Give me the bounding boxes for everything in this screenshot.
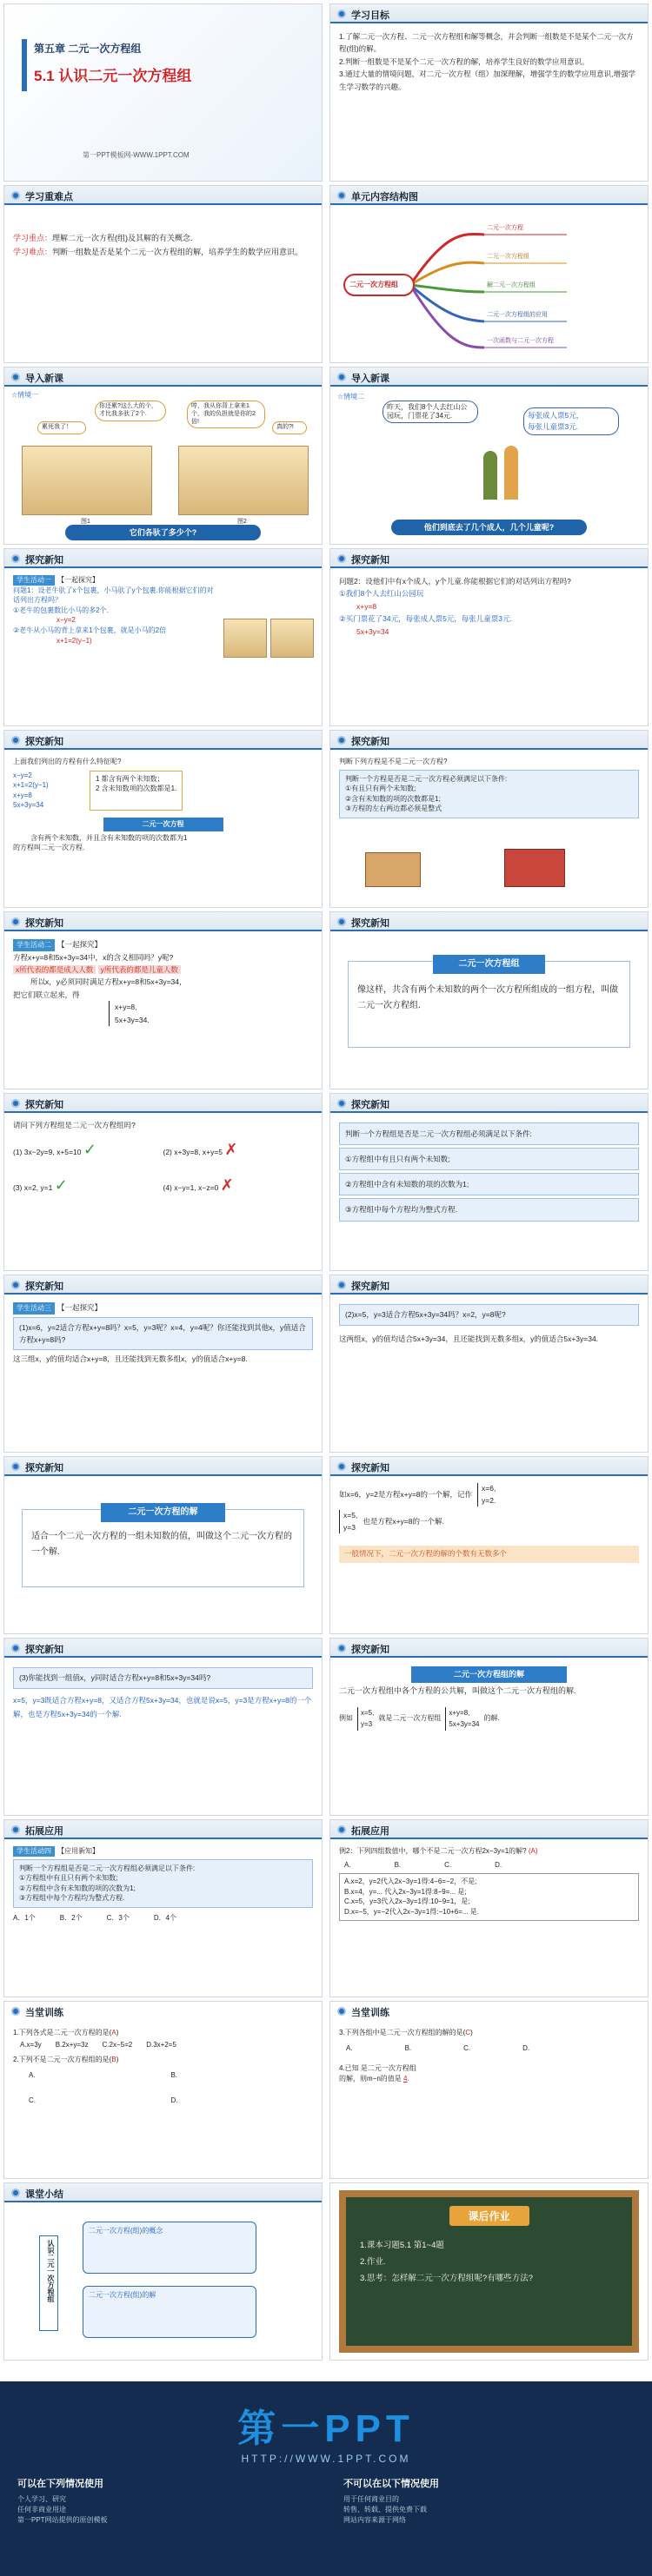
question-text: 问题1：设老牛驮了x个包裹，小马驮了y个包裹.你能根据它们的对话列出方程吗？ bbox=[13, 586, 214, 605]
concept-bar: 二元一次方程 bbox=[103, 818, 223, 831]
condition-item: ①有且只有两个未知数; bbox=[345, 785, 416, 793]
slide-header bbox=[4, 1639, 322, 1658]
solution-value: y=3 bbox=[343, 1522, 356, 1532]
slide-title-text: 探究新知 bbox=[25, 918, 63, 929]
slide-intro-2[interactable] bbox=[329, 367, 649, 545]
activity-tag: 学生活动三 bbox=[13, 1302, 55, 1314]
equation: x−y=2 bbox=[13, 771, 32, 779]
column-line: 转售、转载、提供免费下载 bbox=[343, 2505, 427, 2513]
explain-text: x=5，y=3既适合方程x+y=8，又适合方程5x+3y=34，也就是说x=5，y=3是方程x+y=8的一个解，也是方程5x+3y=34的一个解. bbox=[13, 1696, 312, 1718]
example-text: 如x=6，y=2是方程x+y=8的一个解，记作 bbox=[339, 1489, 473, 1499]
brand-logo bbox=[200, 2397, 452, 2465]
conditions-title: 判断一个方程组是否是二元一次方程组必须满足以下条件: bbox=[339, 1122, 639, 1145]
conditions-box bbox=[13, 1859, 313, 1908]
solution-line: B.x=4，y=... 代入2x−3y=1得:8−9=... 是; bbox=[344, 1887, 467, 1896]
equation: x+1=2(y−1) bbox=[13, 781, 49, 790]
slide-header bbox=[330, 1820, 648, 1839]
slide-system-def[interactable] bbox=[329, 911, 649, 1089]
choice-option[interactable]: B. bbox=[404, 2043, 412, 2052]
slide-activity-2[interactable] bbox=[3, 911, 323, 1089]
activity-subtitle: 【应用新知】 bbox=[57, 1847, 99, 1855]
slide-homework[interactable] bbox=[329, 2182, 649, 2361]
choice-option[interactable]: A. bbox=[346, 2043, 353, 2052]
mind-branch: 一次函数与二元一次方程 bbox=[487, 338, 554, 344]
slide-practice-2[interactable] bbox=[329, 2001, 649, 2179]
slide-explore-q2b[interactable] bbox=[329, 1275, 649, 1453]
slide-system-conditions[interactable] bbox=[329, 1093, 649, 1271]
header-dot-icon bbox=[337, 373, 346, 381]
slide-explore-q2[interactable] bbox=[329, 548, 649, 726]
definition-text: 含有两个未知数，并且含有未知数的项的次数都为1 bbox=[30, 833, 188, 842]
person-figure bbox=[504, 446, 518, 500]
choice-option[interactable]: A. bbox=[344, 1860, 351, 1869]
chapter-title: 第五章 二元一次方程组 bbox=[34, 43, 142, 55]
hard-text: 判断一组数是否是某个二元一次方程组的解，培养学生的数学应用意识。 bbox=[52, 248, 303, 257]
header-dot-icon bbox=[337, 1099, 346, 1108]
slide-header bbox=[4, 2183, 322, 2202]
scene-label: ☆情境一 bbox=[11, 391, 39, 399]
solution-value: y=3 bbox=[361, 1720, 373, 1729]
question-text: 请问下列方程组是二元一次方程组吗? bbox=[13, 1121, 136, 1129]
choice-option[interactable]: B.2x+y=3z bbox=[55, 2040, 89, 2049]
slide-header bbox=[4, 1275, 322, 1295]
slide-extension-2[interactable] bbox=[329, 1819, 649, 1997]
definition-text: 的方程叫二元一次方程. bbox=[13, 844, 85, 852]
equation: x+y=8, bbox=[115, 1003, 137, 1012]
question-text: ) bbox=[116, 2056, 119, 2064]
definition-text: 像这样，共含有两个未知数的两个一次方程所组成的一组方程，叫做二元一次方程组. bbox=[357, 985, 618, 1010]
column-line: 第一PPT网站提供的原创模板 bbox=[17, 2515, 108, 2524]
slide-header bbox=[330, 731, 648, 750]
header-dot-icon bbox=[337, 1644, 346, 1652]
example-label: 例如 bbox=[339, 1714, 353, 1723]
house-illustration bbox=[504, 849, 565, 887]
header-dot-icon bbox=[11, 1462, 20, 1471]
column-line: 网站内容来源于网络 bbox=[343, 2515, 406, 2524]
choice-option[interactable]: D. bbox=[170, 2096, 178, 2105]
slide-header bbox=[4, 912, 322, 931]
speech-bubble: 哼，我从你背上拿来1个，我的负担就是你的2倍! bbox=[187, 401, 265, 428]
slide-title-text: 当堂训练 bbox=[351, 2008, 389, 2018]
choice-option[interactable]: D. bbox=[522, 2043, 530, 2052]
slide-header bbox=[330, 1639, 648, 1658]
conditions-title: 判断一个方程是否是二元一次方程必须满足以下条件: bbox=[345, 774, 508, 783]
question-text: 3.下列各组中是二元一次方程组 bbox=[339, 2029, 436, 2036]
hint-text: y所代表的都是儿童人数 bbox=[98, 965, 181, 974]
column-line: 任何非商业用途 bbox=[17, 2505, 66, 2513]
header-dot-icon bbox=[337, 191, 346, 200]
feature-item: 2 含未知数项的次数都是1. bbox=[96, 785, 177, 793]
slide-judge-systems[interactable] bbox=[3, 1093, 323, 1271]
key-text: 理解二元一次方程(组)及其解的有关概念. bbox=[52, 234, 193, 242]
solution-line: C.x=5，y=3代入2x−3y=1得:10−9=1，是; bbox=[344, 1897, 470, 1906]
choice-option[interactable]: D. bbox=[495, 1860, 502, 1869]
homework-item: 3.思考：怎样解二元一次方程组呢?有哪些方法? bbox=[360, 2274, 533, 2283]
example-text: 就是二元一次方程组 bbox=[378, 1714, 442, 1723]
activity-tag: 学生活动二 bbox=[13, 939, 55, 951]
question-text: ) bbox=[470, 2029, 473, 2036]
equation: 5x+3y=34 bbox=[13, 801, 44, 810]
explain-text: 这三组x，y的值均适合x+y=8，且还能找到无数多组x，y的值适合x+y=8. bbox=[13, 1354, 248, 1364]
slide-title-text: 当堂训练 bbox=[25, 2008, 63, 2018]
brand-name: 第一PPT bbox=[237, 2407, 415, 2450]
activity-subtitle: 【一起探究】 bbox=[57, 576, 99, 584]
cross-icon: ✗ bbox=[224, 1140, 238, 1158]
header-dot-icon bbox=[11, 1644, 20, 1652]
explain-text: 所以x，y必须同时满足方程x+y=8和5x+3y=34， bbox=[30, 977, 187, 987]
choice-option[interactable]: C. bbox=[29, 2096, 36, 2105]
person-figure bbox=[483, 451, 497, 500]
slide-title-text: 拓展应用 bbox=[351, 1826, 389, 1837]
check-icon: ✓ bbox=[83, 1140, 96, 1158]
slide-header bbox=[4, 731, 322, 750]
feature-box bbox=[90, 771, 183, 811]
slide-header bbox=[4, 1820, 322, 1839]
slide-judge-equation[interactable] bbox=[329, 730, 649, 908]
choice-option[interactable]: C．3个 bbox=[106, 1913, 130, 1922]
question-banner: 它们各驮了多少个? bbox=[65, 525, 261, 540]
slide-header bbox=[4, 368, 322, 387]
slide-header bbox=[330, 2002, 648, 2021]
slide-header bbox=[330, 549, 648, 568]
option: (3) x=2, y=1 bbox=[13, 1182, 53, 1192]
slide-features[interactable] bbox=[3, 730, 323, 908]
equation-list bbox=[13, 771, 83, 811]
equation: x−y=2 bbox=[57, 616, 76, 625]
equation: x+y=8, bbox=[449, 1708, 470, 1717]
equation: 5x+3y=34. bbox=[115, 1015, 150, 1024]
question-text: 2.下列不是二元一次方程组的是( bbox=[13, 2056, 112, 2064]
slide-title-text: 拓展应用 bbox=[25, 1826, 63, 1837]
slide-title-text: 探究新知 bbox=[25, 1100, 63, 1110]
header-dot-icon bbox=[337, 1825, 346, 1834]
lesson-title: 5.1 认识二元一次方程组 bbox=[34, 68, 192, 84]
activity-tag: 学生活动一 bbox=[13, 575, 55, 586]
slide-header bbox=[330, 1457, 648, 1476]
equation: x+1=2(y−1) bbox=[57, 636, 92, 645]
header-dot-icon bbox=[11, 736, 20, 745]
slide-title-text: 学习目标 bbox=[351, 10, 389, 21]
slide-title-text: 探究新知 bbox=[25, 1645, 63, 1655]
disallowed-use-column bbox=[343, 2477, 630, 2526]
slide-title-text: 探究新知 bbox=[25, 555, 63, 566]
equation: x+y=8 bbox=[13, 791, 32, 799]
mind-branch: 二元一次方程组的应用 bbox=[487, 312, 548, 318]
activity-tag: 学生活动四 bbox=[13, 1846, 55, 1857]
answer-line: ①我们8个人去红山公园玩 bbox=[339, 589, 424, 599]
definition-box bbox=[348, 961, 630, 1048]
header-dot-icon bbox=[337, 1281, 346, 1289]
definition-text: 二元一次方程组中各个方程的公共解，叫做这个二元一次方程组的解. bbox=[339, 1686, 576, 1696]
option: (1) 3x−2y=9, x+5=10 bbox=[13, 1147, 82, 1156]
equation-system bbox=[109, 1001, 313, 1026]
choice-option[interactable]: A．1个 bbox=[13, 1913, 36, 1922]
check-icon: ✓ bbox=[54, 1175, 68, 1194]
slide-header bbox=[4, 1457, 322, 1476]
child-price: 每张儿童票3元. bbox=[528, 421, 579, 431]
slide-header bbox=[330, 1275, 648, 1295]
price-bubble bbox=[523, 407, 619, 435]
choice-option[interactable]: C. bbox=[463, 2043, 471, 2052]
slide-header bbox=[4, 186, 322, 205]
header-dot-icon bbox=[337, 917, 346, 926]
accent-bar bbox=[22, 39, 27, 91]
choice-option[interactable]: C.2x−5=2 bbox=[102, 2040, 133, 2049]
camel-image bbox=[223, 619, 267, 658]
slide-title-text: 导入新课 bbox=[351, 374, 389, 384]
camel-image-1 bbox=[22, 446, 152, 515]
slide-solution-example[interactable] bbox=[329, 1456, 649, 1634]
slide-title-text: 探究新知 bbox=[25, 1281, 63, 1292]
header-dot-icon bbox=[337, 10, 346, 18]
slide-title-text: 探究新知 bbox=[351, 918, 389, 929]
header-dot-icon bbox=[11, 1099, 20, 1108]
header-dot-icon bbox=[337, 1462, 346, 1471]
condition-item: ①方程组中有且只有两个未知数; bbox=[339, 1148, 639, 1170]
answer-line: ②老牛从小马的背上拿来1个包裹，就是小马的2倍 bbox=[13, 626, 167, 634]
option: (4) x−y=1, x−z=0 bbox=[163, 1182, 219, 1192]
slide-common-solution[interactable] bbox=[3, 1638, 323, 1816]
slide-title-text: 探究新知 bbox=[351, 737, 389, 747]
question-text: 1.下列各式是二元一次方程的是( bbox=[13, 2029, 112, 2036]
solution-value: x=5, bbox=[343, 1511, 358, 1520]
question-text: 问题2：设他们中有x个成人，y个儿童.你能根据它们的对话列出方程吗? bbox=[339, 577, 571, 586]
slide-intro-1[interactable] bbox=[3, 367, 323, 545]
slide-header bbox=[330, 1094, 648, 1113]
key-label: 学习重点： bbox=[13, 234, 53, 242]
solution-pair bbox=[357, 1707, 374, 1731]
equation: x+y=8 bbox=[356, 601, 377, 611]
header-dot-icon bbox=[11, 2189, 20, 2197]
slide-extension-1[interactable] bbox=[3, 1819, 323, 1997]
question-box: (2)x=5，y=3适合方程5x+3y=34吗？x=2，y=8呢? bbox=[339, 1304, 639, 1326]
template-credit: 第一PPT模板网-WWW.1PPT.COM bbox=[83, 151, 190, 159]
slide-title-text: 单元内容结构图 bbox=[351, 192, 418, 202]
slide-system-solution-def[interactable] bbox=[329, 1638, 649, 1816]
solution-value: x=5, bbox=[361, 1708, 375, 1717]
header-dot-icon bbox=[11, 1825, 20, 1834]
header-dot-icon bbox=[337, 736, 346, 745]
mind-branch: 解二元一次方程组 bbox=[487, 282, 536, 288]
slide-header bbox=[4, 1094, 322, 1113]
option: (2) x+3y=8, x+y=5 bbox=[163, 1147, 223, 1156]
house-illustration bbox=[365, 852, 421, 887]
slide-header bbox=[330, 912, 648, 931]
site-footer bbox=[0, 2381, 652, 2576]
equation: 5x+3y=34 bbox=[449, 1720, 480, 1729]
allowed-use-column bbox=[17, 2477, 304, 2526]
solution-value: x=6, bbox=[482, 1484, 496, 1493]
hint-text: x所代表的都是成人人数 bbox=[13, 965, 96, 974]
column-line: 用于任何商业目的 bbox=[343, 2494, 399, 2503]
slide-title-text: 探究新知 bbox=[351, 1281, 389, 1292]
example-text: 也是方程x+y=8的一个解. bbox=[363, 1516, 444, 1526]
concept-bar: 二元一次方程组 bbox=[433, 955, 545, 974]
hard-label: 学习难点： bbox=[13, 248, 53, 257]
mind-branch: 二元一次方程组 bbox=[487, 254, 529, 260]
goal-item: 3.通过大量的情境问题，对二元一次方程（组）加深理解，增强学生的数学应用意识,增强学生学习数学的兴趣。 bbox=[339, 70, 635, 91]
solution-pair bbox=[339, 1510, 357, 1533]
answer: 4 bbox=[403, 2074, 408, 2083]
condition-item: ②含有未知数的项的次数都是1; bbox=[345, 794, 441, 803]
question-text: 方程x+y=8和5x+3y=34中，x的含义相同吗？y呢? bbox=[13, 952, 174, 962]
condition-item: ③方程的左右两边都必须是整式 bbox=[345, 805, 442, 813]
summary-box: 二元一次方程(组)的解 bbox=[83, 2286, 256, 2338]
slide-title-text: 探究新知 bbox=[351, 555, 389, 566]
question-text: 例2：下列四组数值中，哪个不是二元一次方程2x−3y=1的解? bbox=[339, 1847, 527, 1855]
mind-branch: 二元一次方程 bbox=[487, 225, 523, 231]
slide-title-text: 导入新课 bbox=[25, 374, 63, 384]
slide-practice-1[interactable] bbox=[3, 2001, 323, 2179]
slide-title-text: 探究新知 bbox=[351, 1645, 389, 1655]
adult-price: 每张成人票5元， bbox=[528, 411, 584, 420]
question-text: 的解的是( bbox=[435, 2029, 466, 2036]
summary-box: 二元一次方程(组)的概念 bbox=[83, 2222, 256, 2274]
question-text: . bbox=[407, 2074, 409, 2083]
answer: A bbox=[111, 2029, 116, 2036]
figure-caption: 图1 bbox=[81, 519, 90, 525]
solution-line: D.x=−5，y=−2代入2x−3y=1得:−10+6=... 是. bbox=[344, 1907, 479, 1916]
slide-title-text: 探究新知 bbox=[25, 737, 63, 747]
explain-text: 把它们联立起来，得 bbox=[13, 990, 80, 999]
condition-item: ②方程组中含有未知数的项的次数为1; bbox=[19, 1884, 136, 1892]
slide-header bbox=[330, 186, 648, 205]
header-dot-icon bbox=[11, 191, 20, 200]
choice-option[interactable]: C. bbox=[444, 1860, 452, 1869]
concept-bar: 二元一次方程组的解 bbox=[411, 1666, 567, 1683]
question-text: ) bbox=[116, 2029, 119, 2036]
conditions-box bbox=[339, 770, 639, 818]
header-dot-icon bbox=[11, 2007, 20, 2016]
note-box: 一般情况下，二元一次方程的解的个数有无数多个 bbox=[339, 1546, 639, 1563]
question-text: 判断下列方程是不是二元一次方程? bbox=[339, 758, 448, 765]
slide-solution-def[interactable] bbox=[3, 1456, 323, 1634]
question-text: 4.已知 bbox=[339, 2064, 359, 2073]
header-dot-icon bbox=[11, 554, 20, 563]
column-title: 不可以在以下情况使用 bbox=[343, 2479, 439, 2489]
conditions-title: 判断一个方程组是否是二元一次方程组必须满足以下条件: bbox=[19, 1864, 196, 1872]
concept-bar: 二元一次方程的解 bbox=[101, 1503, 224, 1522]
slide-summary[interactable] bbox=[3, 2182, 323, 2361]
activity-subtitle: 【一起探究】 bbox=[57, 1303, 103, 1312]
header-dot-icon bbox=[337, 554, 346, 563]
figure-caption: 图2 bbox=[237, 519, 247, 525]
speech-bubble: 你还累?这么大的个，才比我多驮了2个. bbox=[95, 401, 166, 421]
choice-option[interactable]: B．2个 bbox=[59, 1913, 83, 1922]
feature-item: 1 都含有两个未知数； bbox=[96, 774, 164, 783]
slide-header bbox=[330, 4, 648, 23]
slide-title-text: 学习重难点 bbox=[25, 192, 73, 202]
condition-item: ①方程组中有且只有两个未知数; bbox=[19, 1874, 118, 1883]
brand-url[interactable]: HTTP://WWW.1PPT.COM bbox=[241, 2453, 411, 2465]
homework-list bbox=[360, 2237, 618, 2287]
speech-bubble: 昨天，我们8个人去红山公园玩，门票花了34元. bbox=[383, 401, 478, 423]
question-text: 的解，则m−n的值是 bbox=[339, 2074, 402, 2083]
choice-option[interactable]: B. bbox=[394, 1860, 402, 1869]
speech-bubble: 累死我了！ bbox=[37, 421, 86, 434]
choice-option[interactable]: B. bbox=[170, 2070, 178, 2079]
solution-value: y=2. bbox=[482, 1495, 496, 1505]
slide-title[interactable] bbox=[3, 3, 323, 182]
equation: 5x+3y=34 bbox=[356, 626, 389, 636]
header-dot-icon bbox=[11, 373, 20, 381]
column-line: 个人学习、研究 bbox=[17, 2494, 66, 2503]
scene-label: ☆情境二 bbox=[337, 393, 365, 401]
condition-item: ③方程组中每个方程均为整式方程. bbox=[339, 1198, 639, 1221]
slide-title-text: 课堂小结 bbox=[25, 2189, 63, 2200]
header-dot-icon bbox=[11, 917, 20, 926]
slide-learning-goals[interactable] bbox=[329, 3, 649, 182]
solution-pair bbox=[477, 1483, 496, 1507]
explain-text: 这两组x，y的值均适合5x+3y=34，且还能找到无数多组x，y的值适合5x+3y=34. bbox=[339, 1334, 599, 1344]
choice-option[interactable]: D．4个 bbox=[153, 1913, 177, 1922]
slide-header bbox=[330, 368, 648, 387]
condition-item: ③方程组中每个方程均为整式方程. bbox=[19, 1894, 125, 1903]
choice-option[interactable]: D.3x+2=5 bbox=[146, 2040, 176, 2049]
solution-box bbox=[339, 1873, 639, 1920]
header-dot-icon bbox=[337, 2007, 346, 2016]
definition-box bbox=[22, 1509, 304, 1587]
homework-item: 1.课本习题5.1 第1~4题 bbox=[360, 2241, 444, 2250]
camel-image bbox=[270, 619, 314, 658]
condition-item: ②方程组中含有未知数的项的次数为1; bbox=[339, 1173, 639, 1195]
summary-center: 认识二元一次方程组 bbox=[39, 2235, 58, 2331]
slide-header bbox=[4, 2002, 322, 2021]
goal-item: 1.了解二元一次方程、二元一次方程组和解等概念，并会判断一组数是不是某个二元一次方程(组)的解。 bbox=[339, 32, 634, 54]
slide-title-text: 探究新知 bbox=[351, 1100, 389, 1110]
answer: C bbox=[465, 2029, 471, 2036]
homework-item: 2.作业. bbox=[360, 2257, 386, 2267]
answer: (A) bbox=[528, 1847, 538, 1855]
chalkboard bbox=[339, 2190, 639, 2353]
header-dot-icon bbox=[11, 1281, 20, 1289]
slide-title-text: 探究新知 bbox=[351, 1463, 389, 1473]
slide-key-points[interactable] bbox=[3, 185, 323, 363]
column-title: 可以在下列情况使用 bbox=[17, 2479, 103, 2489]
slide-title-text: 探究新知 bbox=[25, 1463, 63, 1473]
question-box: (1)x=6，y=2适合方程x+y=8吗？x=5，y=3呢？x=4，y=4呢？你还能找到其他x，y值适合方程x+y=8吗? bbox=[13, 1317, 313, 1351]
choice-option[interactable]: A.x=3y bbox=[20, 2040, 42, 2049]
solution-line: A.x=2，y=2代入2x−3y=1得:4−6=−2，不是; bbox=[344, 1877, 477, 1886]
camel-image-2 bbox=[178, 446, 309, 515]
slide-activity-3[interactable] bbox=[3, 1275, 323, 1453]
goal-item: 2.判断一组数是不是某个二元一次方程的解，培养学生良好的数学应用意识。 bbox=[339, 56, 589, 66]
answer-line: ②买门票花了34元，每张成人票5元，每张儿童票3元. bbox=[339, 614, 512, 624]
definition-text: 适合一个二元一次方程的一组未知数的值，叫做这个二元一次方程的一个解. bbox=[31, 1532, 292, 1557]
activity-subtitle: 【一起探究】 bbox=[57, 940, 103, 949]
cross-icon: ✗ bbox=[220, 1175, 234, 1194]
question-text: 上面我们列出的方程有什么特征呢? bbox=[13, 758, 122, 765]
homework-title: 课后作业 bbox=[449, 2206, 529, 2226]
question-banner: 他们到底去了几个成人，几个儿童呢? bbox=[391, 520, 587, 535]
answer: B bbox=[111, 2056, 116, 2064]
mind-root-label: 二元一次方程组 bbox=[349, 281, 398, 288]
choice-option[interactable]: A. bbox=[29, 2070, 36, 2079]
question-text: 是二元一次方程组 bbox=[360, 2064, 416, 2073]
slide-explore-q1[interactable] bbox=[3, 548, 323, 726]
equation-system bbox=[445, 1707, 479, 1731]
answer-line: ①老牛的包裹数比小马的多2个. bbox=[13, 606, 109, 614]
slide-structure-map[interactable] bbox=[329, 185, 649, 363]
example-text: 的解. bbox=[483, 1714, 500, 1723]
question-box: (3)你能找到一组值x，y同时适合方程x+y=8和5x+3y=34吗? bbox=[13, 1667, 313, 1689]
speech-bubble: 真的?! bbox=[272, 421, 307, 434]
slide-header bbox=[4, 549, 322, 568]
